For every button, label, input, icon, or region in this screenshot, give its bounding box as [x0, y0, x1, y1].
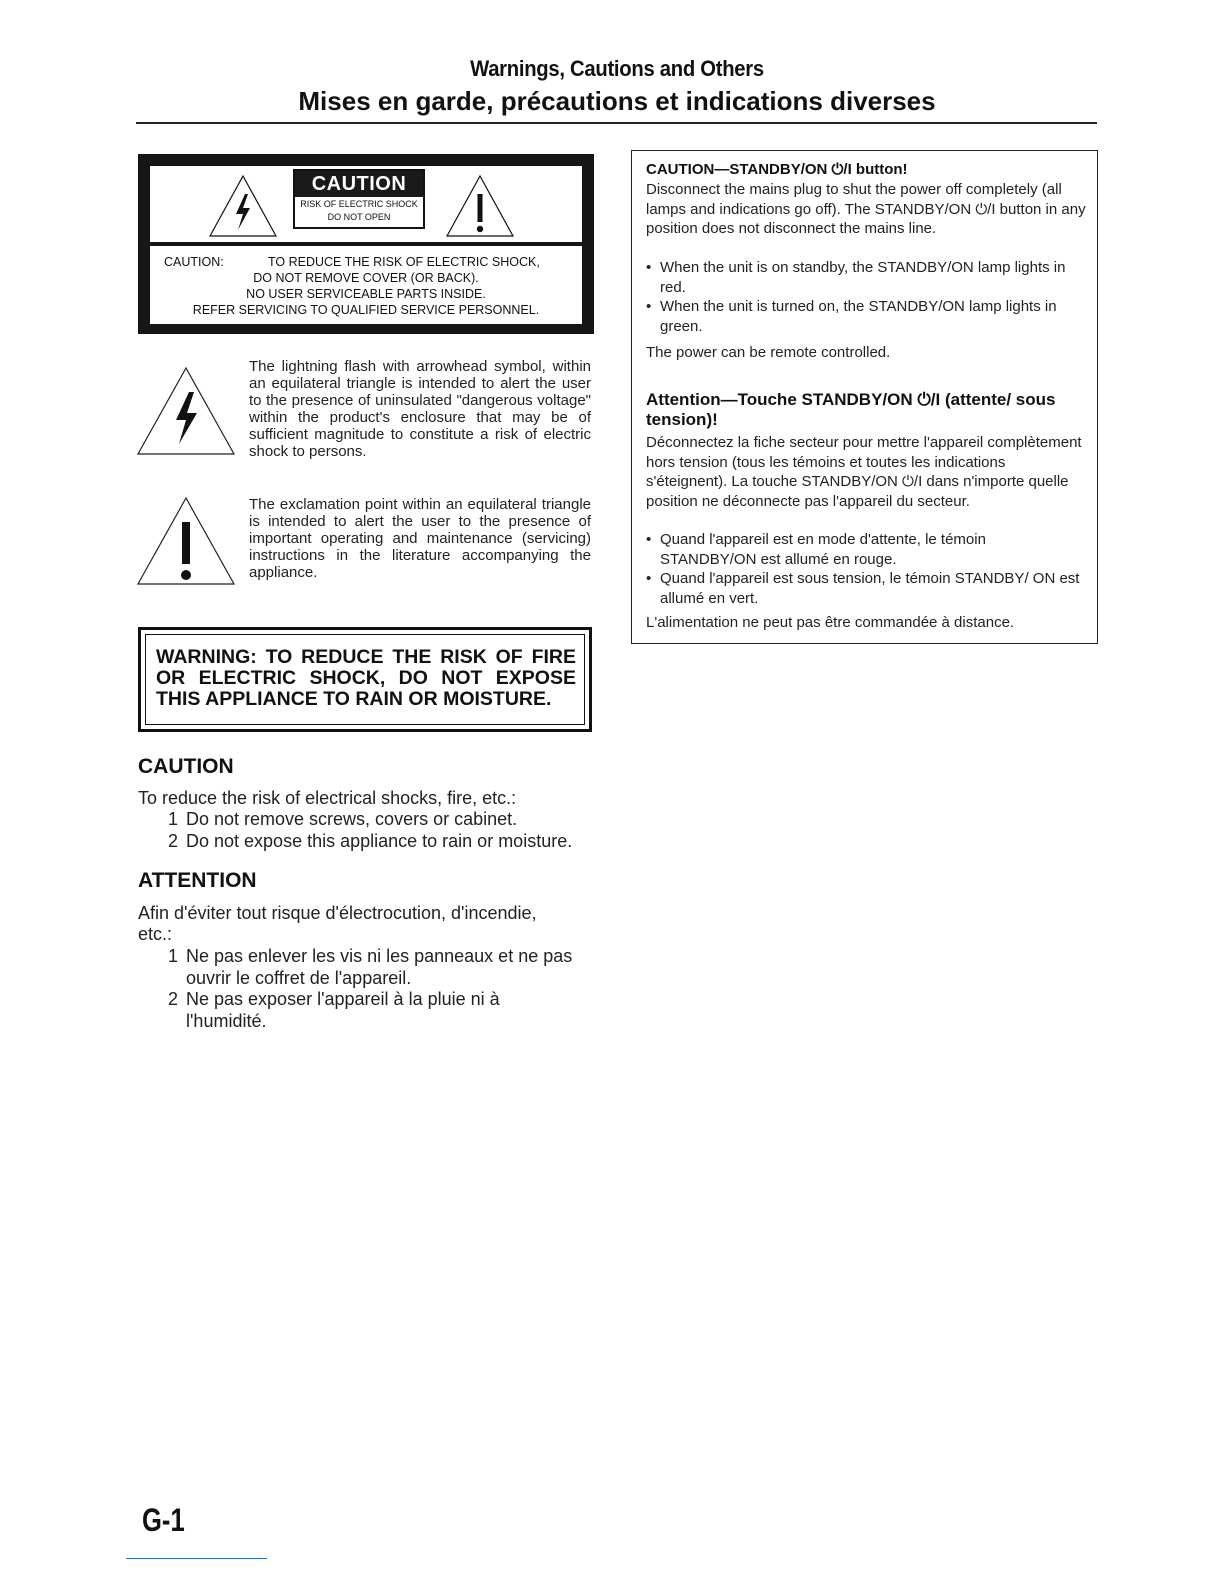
lightning-triangle-icon — [208, 174, 278, 238]
caution-intro: To reduce the risk of electrical shocks, fire, etc.: — [138, 788, 517, 808]
lightning-symbol-icon — [136, 366, 236, 456]
warning-box-inner — [145, 634, 585, 725]
list-item-text-cont: l'humidité. — [186, 1011, 267, 1031]
bullet-text: When the unit is turned on, the STANDBY/ON lamp lights in green. — [660, 298, 1057, 335]
exclamation-symbol-description: The exclamation point within an equilateral triangle is intended to alert the user to the presence of important operating and maintenance (servicing) instructions in the literature accompanying the appliance. — [249, 496, 591, 581]
caution-label-text — [150, 246, 582, 324]
caution-label-panel — [138, 154, 594, 334]
list-item-text: Ne pas enlever les vis ni les panneaux et ne pas — [186, 946, 573, 966]
caution-label-line: REFER SERVICING TO QUALIFIED SERVICE PERSONNEL. — [192, 303, 540, 317]
standby-footer-fr: L'alimentation ne peut pas être commandée à distance. — [646, 614, 1015, 631]
attention-heading: ATTENTION — [138, 869, 257, 892]
caution-label-line: TO REDUCE THE RISK OF ELECTRIC SHOCK, — [268, 255, 540, 269]
list-item-text: Do not remove screws, covers or cabinet. — [186, 809, 518, 829]
bottom-link-line — [126, 1558, 267, 1559]
caution-badge-subtitle — [295, 198, 423, 224]
warning-text: WARNING: TO REDUCE THE RISK OF FIRE OR ELECTRIC SHOCK, DO NOT EXPOSE THIS APPLIANCE TO RAIN OR MOISTURE. — [156, 646, 576, 710]
caution-label-line: NO USER SERVICEABLE PARTS INSIDE. — [246, 287, 486, 301]
bullet-text: When the unit is on standby, the STANDBY/ON lamp lights in red. — [660, 259, 1066, 296]
header-divider — [136, 122, 1097, 124]
caution-label-prefix: CAUTION: — [164, 255, 224, 269]
caution-badge-line: RISK OF ELECTRIC SHOCK — [300, 199, 418, 209]
bullet-text: Quand l'appareil est en mode d'attente, le témoin STANDBY/ON est allumé en rouge. — [660, 531, 986, 568]
attention-intro: Afin d'éviter tout risque d'électrocution, d'incendie, — [138, 903, 537, 923]
list-item-text-cont: ouvrir le coffret de l'appareil. — [186, 968, 412, 988]
lightning-symbol-description: The lightning flash with arrowhead symbol, within an equilateral triangle is intended to alert the user to the presence of uninsulated "dangerous voltage" within the product's enclosure that may be of sufficient magnitude to constitute a risk of electric shock to persons. — [249, 358, 591, 460]
list-item-number: 1 — [168, 809, 179, 829]
standby-body-fr: Déconnectez la fiche secteur pour mettre l'appareil complètement hors tension (tous les témoins et toutes les indications s'éteignent). La touche STANDBY/ON ⏻/I dans n'importe quelle position ne déconnecte pas l'appareil du secteur. — [646, 434, 1082, 510]
page-title-french: Mises en garde, précautions et indications diverses — [298, 86, 936, 116]
caution-label-line: DO NOT REMOVE COVER (OR BACK). — [253, 271, 479, 285]
attention-intro-cont: etc.: — [138, 924, 173, 944]
list-item-number: 2 — [168, 831, 179, 851]
caution-badge-title: CAUTION — [295, 171, 423, 197]
caution-label-symbols — [150, 166, 582, 242]
list-item-text: Do not expose this appliance to rain or moisture. — [186, 831, 573, 851]
exclamation-symbol-icon — [136, 496, 236, 586]
standby-footer-en: The power can be remote controlled. — [646, 344, 891, 361]
caution-heading: CAUTION — [138, 755, 234, 778]
standby-heading-en: CAUTION—STANDBY/ON ⏻/I button! — [646, 161, 908, 178]
caution-badge — [293, 169, 425, 229]
list-item-number: 1 — [168, 946, 179, 966]
page-number: G-1 — [142, 1502, 185, 1538]
standby-heading-fr: Attention—Touche STANDBY/ON ⏻/I (attente/ sous tension)! — [646, 390, 1056, 429]
standby-caution-box: CAUTION—STANDBY/ON ⏻/I button! Disconnect the mains plug to shut the power off completely (all lamps and indications go off). The STANDBY/ON ⏻/I button in any position does not disconnect the mains line. • When the unit is on standby, the STANDBY/ON lamp lights in red. • When the unit is turned on, the STANDBY/ON lamp lights in green. The power can be remote controlled. Attention—Touche STANDBY/ON ⏻/I (attente/ sous tension)! Déconnectez la fiche secteur pour mettre l'appareil complètement hors tension (tous les témoins et toutes les indications s'éteignent). La touche STANDBY/ON ⏻/I dans n'importe quelle position ne déconnecte pas l'appareil du secteur. • Quand l'appareil est en mode d'attente, le témoin STANDBY/ON est allumé en rouge. • Quand l'appareil est sous tension, le témoin STANDBY/ ON est allumé en vert. L'alimentation ne peut pas être commandée à distance. — [631, 150, 1098, 644]
exclamation-triangle-icon — [445, 174, 515, 238]
caution-badge-line: DO NOT OPEN — [327, 212, 391, 222]
bullet-text: Quand l'appareil est sous tension, le témoin STANDBY/ ON est allumé en vert. — [660, 570, 1080, 607]
list-item-number: 2 — [168, 989, 179, 1009]
warning-box — [138, 627, 592, 732]
standby-body-en: Disconnect the mains plug to shut the power off completely (all lamps and indications go off). The STANDBY/ON ⏻/I button in any position does not disconnect the mains line. — [646, 181, 1086, 237]
list-item-text: Ne pas exposer l'appareil à la pluie ni à — [186, 989, 500, 1009]
page-title: Warnings, Cautions and Others — [470, 56, 764, 81]
